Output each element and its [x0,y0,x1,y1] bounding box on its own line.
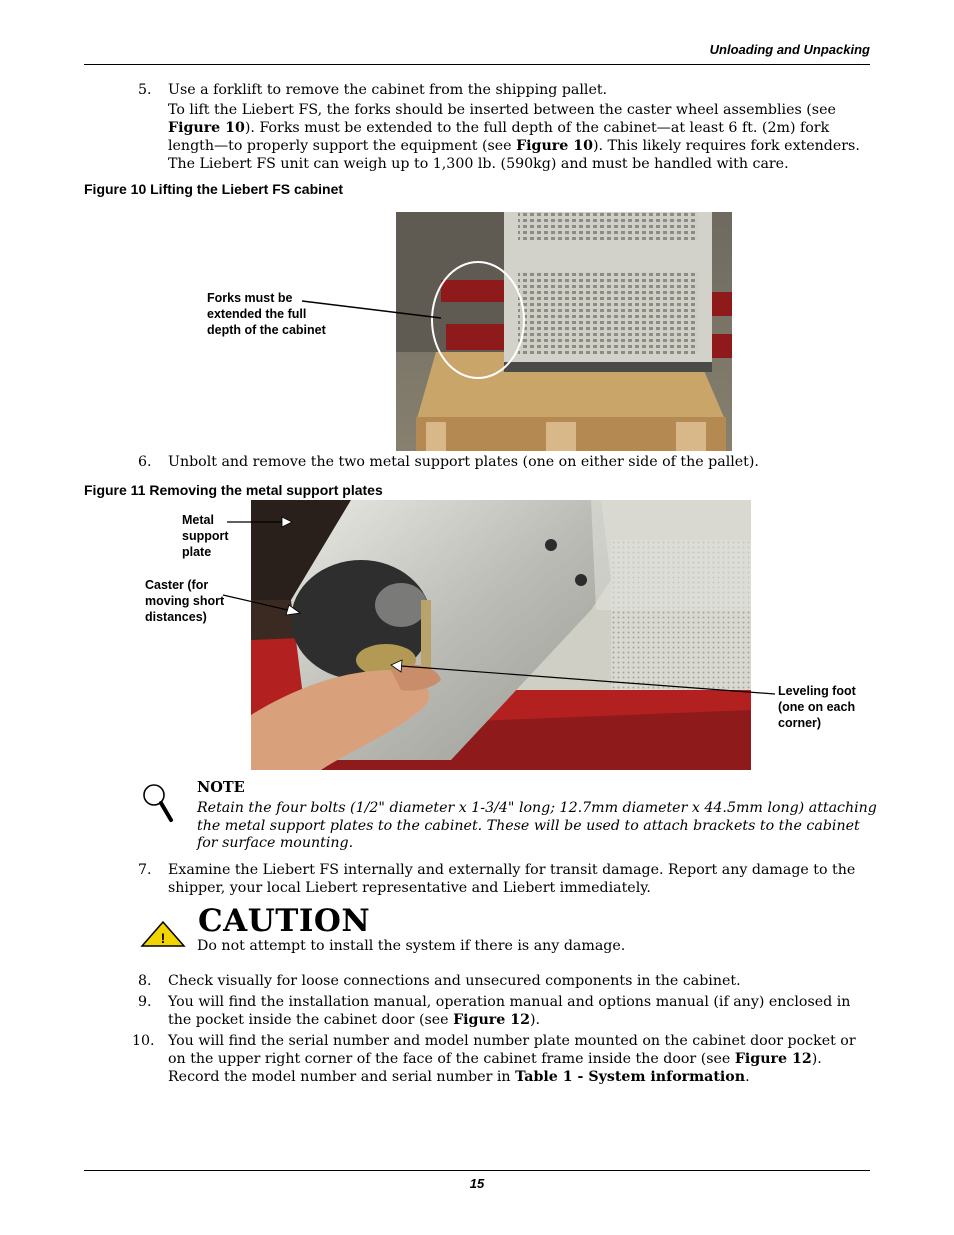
step-8-text: Check visually for loose connections and unsecured components in the cabinet. [168,973,741,989]
figure-11-photo [251,500,751,770]
caution-title: CAUTION [198,903,371,939]
step-7-text: Examine the Liebert FS internally and externally for transit damage. Report any damage to the shipper, your local Liebert representative and Liebert immediately. [168,862,856,896]
magnifier-icon [140,782,174,824]
figure-12-ref[interactable]: Figure 12 [453,1012,530,1028]
figure-11-caption: Figure 11 Removing the metal support plates [84,482,383,498]
figure-11-callout-foot: Leveling foot (one on each corner) [778,684,856,730]
step-10-number: 10. [132,1033,155,1049]
figure-10-ref[interactable]: Figure 10 [168,120,245,136]
figure-10-leader-line [300,295,445,325]
figure-12-ref[interactable]: Figure 12 [734,1051,812,1067]
figure-10-photo [396,212,732,451]
step-10-text: You will find the serial number and model number plate mounted on the cabinet door pocket or on the upper right corner of the face of the cabinet frame inside the door (see Figure 12). Record the model number and serial number in Table 1 - System information. [168,1033,856,1085]
step-9-text: You will find the installation manual, operation manual and options manual (if any) enclosed in the pocket inside the cabinet door (see Figure 12). [168,994,851,1028]
footer-rule [84,1170,870,1171]
header-rule [84,64,870,65]
page-number: 15 [469,1176,485,1191]
figure-10-caption: Figure 10 Lifting the Liebert FS cabinet [84,181,344,197]
figure-11-callout-plate: Metal support plate [182,513,229,559]
figure-10-callout: Forks must be extended the full depth of the cabinet [207,291,326,337]
figure-11-callout-caster: Caster (for moving short distances) [145,578,225,624]
caution-text: Do not attempt to install the system if there is any damage. [197,938,626,954]
table-1-ref[interactable]: Table 1 - System information [515,1069,746,1085]
step-9-number: 9. [138,994,152,1010]
figure-11-leader-foot [385,655,780,700]
step-5-number: 5. [138,82,152,98]
figure-10-ref[interactable]: Figure 10 [516,138,593,154]
figure-11-leader-caster [220,588,305,618]
step-5-detail: To lift the Liebert FS, the forks should be inserted between the caster wheel assemblies (see Figure 10). Forks must be extended to the full depth of the cabinet—at least 6 ft. (2m) fork length—to properly support the equipment (see Figure 10). This likely requires fork extenders. The Liebert FS unit can weigh up to 1,300 lb. (590kg) and must be handled with care. [168,102,860,172]
caution-warning-icon [140,920,186,948]
step-6-text: Unbolt and remove the two metal support plates (one on either side of the pallet). [168,454,759,470]
note-text: Retain the four bolts (1/2" diameter x 1-3/4" long; 12.7mm diameter x 44.5mm long) attaching the metal support plates to the cabinet. These will be used to attach brackets to the cabinet for surface mounting. [197,800,877,851]
step-8-number: 8. [138,973,152,989]
caution-symbol: ! [160,930,166,946]
note-title: NOTE [197,779,245,796]
step-7-number: 7. [138,862,152,878]
figure-11-leader-plate [224,513,294,533]
step-5-text: Use a forklift to remove the cabinet from the shipping pallet. [168,82,608,98]
step-6-number: 6. [138,454,152,470]
header-section-title: Unloading and Unpacking [709,42,870,57]
